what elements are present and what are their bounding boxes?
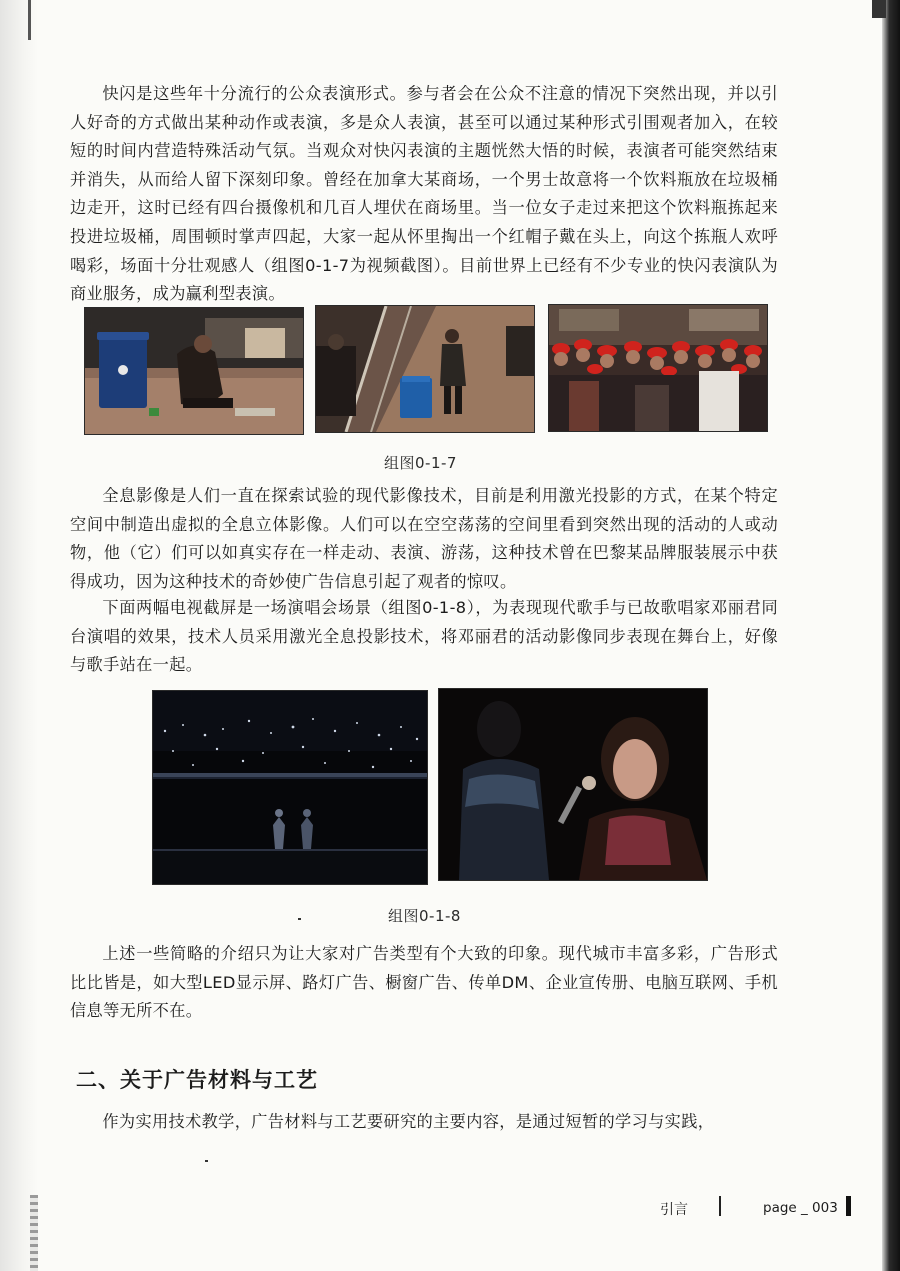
photo-woman-picking-bottle [315, 305, 535, 433]
photo-man-placing-bottle [84, 307, 304, 435]
paragraph-concert: 下面两幅电视截屏是一场演唱会场景（组图0-1-8），为表现现代歌手与已故歌唱家邓丽君同台演唱的效果，技术人员采用激光全息投影技术，将邓丽君的活动影像同步表现在舞台上，好像与歌手站在一起。 [70, 598, 778, 675]
photo-singers-closeup-image [439, 689, 707, 880]
footer-separator [719, 1196, 721, 1216]
photo-concert-stage [152, 690, 428, 885]
photo-concert-stage-image [153, 691, 427, 884]
scan-corner [872, 0, 886, 18]
paragraph-hologram: 全息影像是人们一直在探索试验的现代影像技术，目前是利用激光投影的方式，在某个特定空间中制造出虚拟的全息立体影像。人们可以在空空荡荡的空间里看到突然出现的活动的人或动物，他（它）们可以如真实存在一样走动、表演、游荡，这种技术曾在巴黎某品牌服装展示中获得成功，因为这种技术的奇妙使广告信息引起了观者的惊叹。 [70, 486, 778, 591]
footer-section-label: 引言 [660, 1202, 688, 1218]
footer-page-number: page _ 003 [763, 1200, 838, 1216]
paragraph-flash-mob: 快闪是这些年十分流行的公众表演形式。参与者会在公众不注意的情况下突然出现，并以引人好奇的方式做出某种动作或表演，多是众人表演，甚至可以通过某种形式引围观者加入，在较短的时间内营造特殊活动气氛。当观众对快闪表演的主题恍然大悟的时候，表演者可能突然结束并消失，从而给人留下深刻印象。曾经在加拿大某商场，一个男士故意将一个饮料瓶放在垃圾桶边走开，这时已经有四台摄像机和几百人埋伏在商场里。当一位女子走过来把这个饮料瓶拣起来投进垃圾桶，周围顿时掌声四起，大家一起从怀里掏出一个红帽子戴在头上，向这个拣瓶人欢呼喝彩，场面十分壮观感人（组图0-1-7为视频截图）。目前世界上已经有不少专业的快闪表演队为商业服务，成为赢利型表演。 [70, 84, 778, 304]
scan-speck [298, 918, 301, 920]
torn-edge [30, 1195, 38, 1271]
scan-speck [205, 1160, 208, 1162]
section-heading: 二、关于广告材料与工艺 [76, 1068, 318, 1092]
photo-man-placing-bottle-image [85, 308, 303, 434]
figure-caption-2: 组图0-1-8 [388, 907, 461, 925]
scan-edge-right [882, 0, 900, 1271]
scan-edge-mark [28, 0, 31, 40]
scan-edge-left [0, 0, 38, 1271]
paragraph-materials-intro: 作为实用技术教学，广告材料与工艺要研究的主要内容，是通过短暂的学习与实践， [102, 1112, 715, 1131]
photo-singers-closeup [438, 688, 708, 881]
footer-marker [846, 1196, 851, 1216]
figure-caption-1: 组图0-1-7 [384, 454, 457, 472]
paragraph-summary: 上述一些简略的介绍只为让大家对广告类型有个大致的印象。现代城市丰富多彩，广告形式比比皆是，如大型LED显示屏、路灯广告、橱窗广告、传单DM、企业宣传册、电脑互联网、手机信息等无所不在。 [70, 944, 778, 1021]
photo-crowd-red-hats-image [549, 305, 767, 431]
photo-crowd-red-hats [548, 304, 768, 432]
photo-woman-picking-bottle-image [316, 306, 534, 432]
